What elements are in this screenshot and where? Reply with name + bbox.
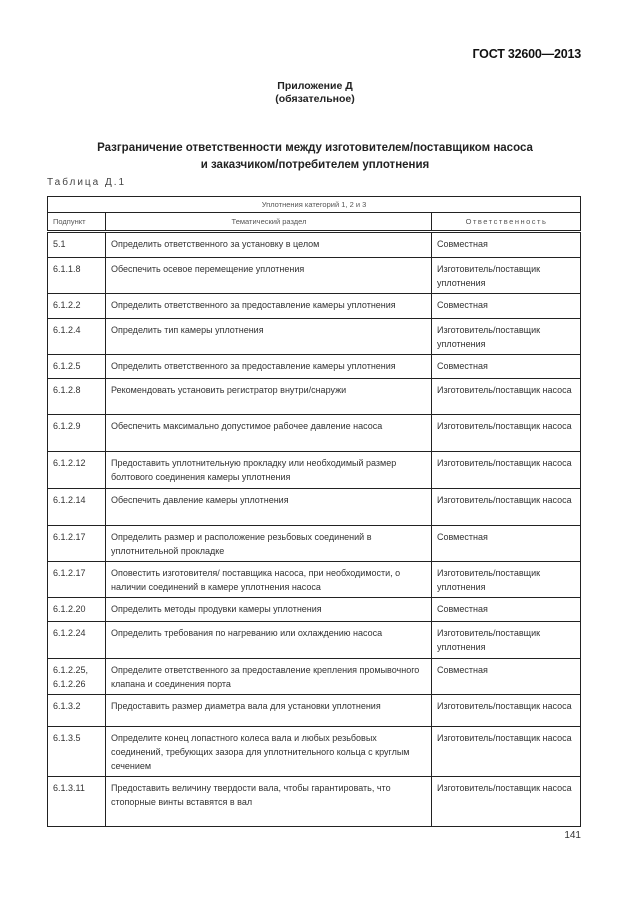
table-row <box>48 659 581 695</box>
table-row <box>48 415 581 452</box>
clause-cell: 5.1 <box>48 232 106 258</box>
responsibility-cell: Изготовитель/поставщик насоса <box>432 777 581 827</box>
clause-cell: 6.1.1.8 <box>48 258 106 294</box>
responsibility-table <box>47 196 581 827</box>
table-label: Таблица Д.1 <box>47 177 127 188</box>
clause-cell: 6.1.2.20 <box>48 598 106 622</box>
table-row <box>48 355 581 379</box>
topic-cell: Определить методы продувки камеры уплотнения <box>106 598 432 622</box>
responsibility-cell: Совместная <box>432 659 581 695</box>
topic-cell: Рекомендовать установить регистратор внутри/снаружи <box>106 379 432 415</box>
clause-cell: 6.1.2.12 <box>48 452 106 489</box>
column-header-topic: Тематический раздел <box>106 213 432 232</box>
clause-cell: 6.1.2.25, 6.1.2.26 <box>48 659 106 695</box>
responsibility-cell: Изготовитель/поставщик уплотнения <box>432 622 581 659</box>
responsibility-cell: Изготовитель/поставщик насоса <box>432 489 581 526</box>
table-row <box>48 562 581 598</box>
table-row <box>48 695 581 727</box>
table-row <box>48 727 581 777</box>
responsibility-cell: Изготовитель/поставщик насоса <box>432 695 581 727</box>
clause-cell: 6.1.2.9 <box>48 415 106 452</box>
appendix-status: (обязательное) <box>275 93 355 105</box>
responsibility-cell: Изготовитель/поставщик насоса <box>432 415 581 452</box>
clause-cell: 6.1.3.2 <box>48 695 106 727</box>
topic-cell: Обеспечить максимально допустимое рабочее давление насоса <box>106 415 432 452</box>
clause-cell: 6.1.2.5 <box>48 355 106 379</box>
appendix-title: Приложение Д <box>277 80 353 92</box>
responsibility-cell: Изготовитель/поставщик насоса <box>432 727 581 777</box>
table-row <box>48 489 581 526</box>
table-row <box>48 598 581 622</box>
topic-cell: Обеспечить давление камеры уплотнения <box>106 489 432 526</box>
table-row <box>48 379 581 415</box>
responsibility-cell: Изготовитель/поставщик насоса <box>432 379 581 415</box>
responsibility-cell: Изготовитель/поставщик уплотнения <box>432 319 581 355</box>
section-title-line-2: и заказчиком/потребителем уплотнения <box>200 159 430 171</box>
table-row <box>48 777 581 827</box>
table-row <box>48 526 581 562</box>
clause-cell: 6.1.2.14 <box>48 489 106 526</box>
topic-cell: Предоставить величину твердости вала, чтобы гарантировать, что стопорные винты вставятся в вал <box>106 777 432 827</box>
responsibility-cell: Изготовитель/поставщик насоса <box>432 452 581 489</box>
responsibility-cell: Изготовитель/поставщик уплотнения <box>432 562 581 598</box>
responsibility-cell: Совместная <box>432 294 581 319</box>
appendix-heading <box>0 80 630 106</box>
clause-cell: 6.1.2.17 <box>48 562 106 598</box>
topic-cell: Определить требования по нагреванию или охлаждению насоса <box>106 622 432 659</box>
responsibility-cell: Совместная <box>432 355 581 379</box>
topic-cell: Предоставить размер диаметра вала для установки уплотнения <box>106 695 432 727</box>
topic-cell: Определите ответственного за предоставление крепления промывочного клапана и соединения порта <box>106 659 432 695</box>
responsibility-cell: Изготовитель/поставщик уплотнения <box>432 258 581 294</box>
topic-cell: Определить размер и расположение резьбовых соединений в уплотнительной прокладке <box>106 526 432 562</box>
section-title <box>0 140 630 174</box>
table-body <box>48 232 581 827</box>
clause-cell: 6.1.2.8 <box>48 379 106 415</box>
clause-cell: 6.1.2.2 <box>48 294 106 319</box>
topic-cell: Определить ответственного за установку в целом <box>106 232 432 258</box>
table-row <box>48 622 581 659</box>
responsibility-cell: Совместная <box>432 526 581 562</box>
topic-cell: Предоставить уплотнительную прокладку или необходимый размер болтового соединения камеры уплотнения <box>106 452 432 489</box>
topic-cell: Обеспечить осевое перемещение уплотнения <box>106 258 432 294</box>
clause-cell: 6.1.2.17 <box>48 526 106 562</box>
topic-cell: Определить ответственного за предоставление камеры уплотнения <box>106 355 432 379</box>
standard-designation: ГОСТ 32600—2013 <box>472 47 581 61</box>
responsibility-cell: Совместная <box>432 598 581 622</box>
responsibility-cell: Совместная <box>432 232 581 258</box>
topic-cell: Определить тип камеры уплотнения <box>106 319 432 355</box>
clause-cell: 6.1.3.11 <box>48 777 106 827</box>
table-row <box>48 232 581 258</box>
table-row <box>48 258 581 294</box>
table-row <box>48 319 581 355</box>
section-title-line-1: Разграничение ответственности между изготовителем/поставщиком насоса <box>97 142 533 154</box>
table-row <box>48 294 581 319</box>
clause-cell: 6.1.2.4 <box>48 319 106 355</box>
table-group-header: Уплотнения категорий 1, 2 и 3 <box>48 197 581 213</box>
topic-cell: Оповестить изготовителя/ поставщика насоса, при необходимости, о наличии соединений в камере уплотнения насоса <box>106 562 432 598</box>
topic-cell: Определить ответственного за предоставление камеры уплотнения <box>106 294 432 319</box>
column-header-clause: Подпункт <box>48 213 106 232</box>
column-header-responsibility: Ответственность <box>432 213 581 232</box>
clause-cell: 6.1.2.24 <box>48 622 106 659</box>
page-number: 141 <box>564 830 581 841</box>
topic-cell: Определите конец лопастного колеса вала и любых резьбовых соединений, требующих зазора для уплотнительного кольца с круглым сечением <box>106 727 432 777</box>
table-row <box>48 452 581 489</box>
clause-cell: 6.1.3.5 <box>48 727 106 777</box>
